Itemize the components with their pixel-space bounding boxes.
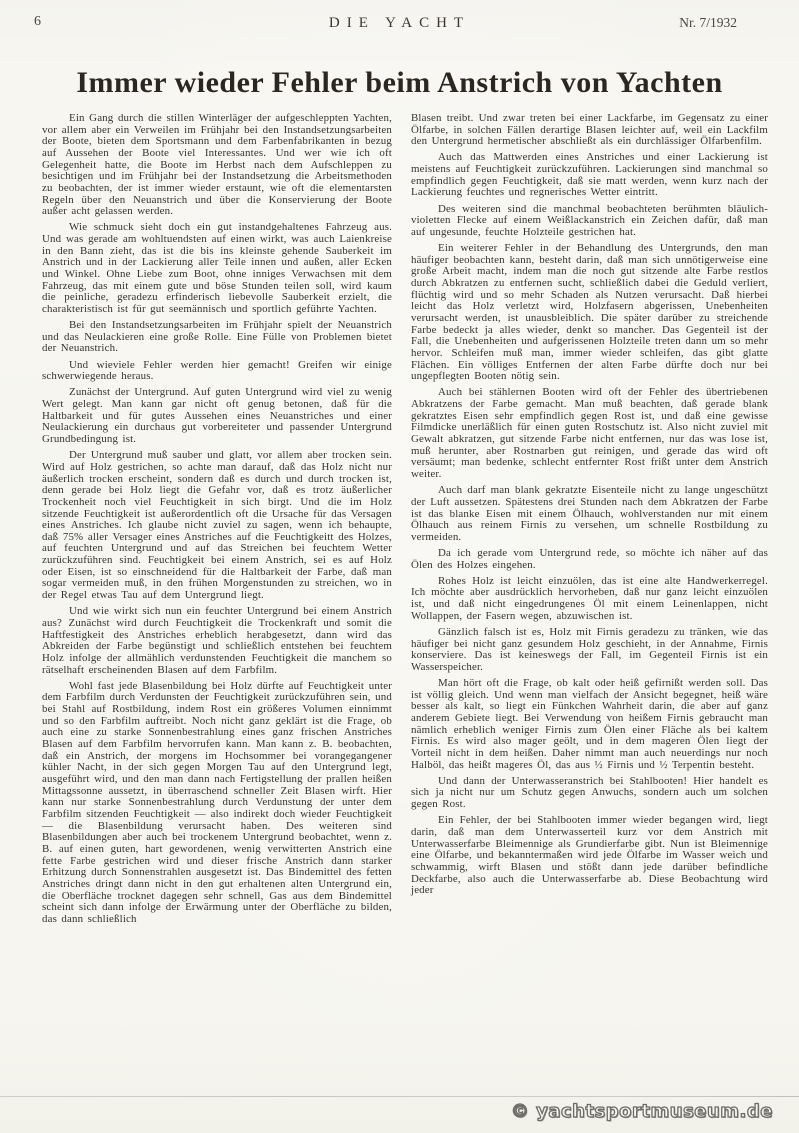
paragraph: Wie schmuck sieht doch ein gut instandgehaltenes Fahrzeug aus. Und was gerade am wohltuendsten auf einen wirkt, was auch Laienkreise in den Bann zieht, das ist die bis ins kleinste gehende Sauberkeit im Anstrich und in der Lackierung aller Teile innen und außen, aller Ecken und Winkel. Ohne Liebe zum Boot, ohne inniges Verwachsen mit dem Fahrzeug, das mit einem gute und böse Stunden teilen soll, wird kaum die peinliche, geradezu erfinderisch liebevolle Sauberkeit erzielt, die charakteristisch ist für gut seemännisch und sportlich geführte Yachten. xyxy=(42,221,392,315)
paragraph: Da ich gerade vom Untergrund rede, so möchte ich näher auf das Ölen des Holzes eingehen. xyxy=(411,546,768,571)
paragraph: Und wie wirkt sich nun ein feuchter Untergrund bei einem Anstrich aus? Zunächst wird durch Feuchtigkeit die Trockenkraft und somit die Haftfestigkeit des Anstriches erheblich herabgesetzt, dann wird das Abkreiden der Farbe begünstigt und schließlich entstehen bei feuchtem Holz infolge der allmählich verdunstenden Feuchtigkeit die manchem so rätselhaft erscheinenden Blasen auf dem Farbfilm. xyxy=(42,605,392,676)
article-title: Immer wieder Fehler beim Anstrich von Yachten xyxy=(76,66,723,99)
paragraph: Der Untergrund muß sauber und glatt, vor allem aber trocken sein. Wird auf Holz gestrichen, so achte man darauf, daß das Holz nicht nur äußerlich trocken erscheint, sondern daß es durch und durch trocken ist, denn gerade bei Holz liegt die Gefahr vor, daß es trotz äußerlicher Trockenheit noch viel Feuchtigkeit in sich birgt. Und die im Holz sitzende Feuchtigkeit ist außerordentlich oft die Ursache für das Versagen eines Anstriches. Ich glaube nicht zuviel zu sagen, wenn ich behaupte, daß 75% aller Versager eines Anstriches auf die Feuchtigkeitt des Holzes, auf feuchten Untergrund und auf das Streichen bei feuchtem Wetter zurückzuführen sind. Feuchtigkeit bei einem Anstrich, sei es auf Holz oder Eisen, ist so einschneidend für die Haltbarkeit der Farbe, daß man sogar vermeiden muß, in den frühen Morgenstunden zu streichen, wo in der Regel etwas Tau auf dem Untergrund liegt. xyxy=(42,449,392,602)
paragraph: Bei den Instandsetzungsarbeiten im Frühjahr spielt der Neuanstrich und das Neulackieren eine große Rolle. Eine Fülle von Problemen bietet der Neuanstrich. xyxy=(42,319,392,355)
paragraph: Des weiteren sind die manchmal beobachteten berühmten bläulich-violetten Flecke auf einem Weißlackanstrich ein Zeichen dafür, daß man auf ungesunde, feuchte Holzteile gestrichen hat. xyxy=(411,202,768,238)
paragraph: Auch das Mattwerden eines Anstriches und einer Lackierung ist meistens auf Feuchtigkeit zurückzuführen. Lackierungen sind manchmal so empfindlich gegen Feuchtigkeit, daß sie matt werden, wenn kurz nach der Lackierung feuchtes und regnerisches Wetter eintritt. xyxy=(411,151,768,199)
page-header xyxy=(0,12,799,38)
watermark-text: © yachtsportmuseum.de xyxy=(510,1101,773,1122)
paragraph: Ein Fehler, der bei Stahlbooten immer wieder begangen wird, liegt darin, daß man dem Unterwasserteil kurz vor dem Anstrich mit Unterwasserfarbe Bleimennige als Grundierfarbe gibt. Nun ist Bleimennige eine Ölfarbe, und bekanntermaßen wird jede Ölfarbe im Wasser weich und schwammig, wirft Blasen und stößt dann jede darüber befindliche Deckfarbe, also auch die Unterwasserfarbe ab. Diese Beobachtung wird jeder xyxy=(411,814,768,897)
paragraph: Gänzlich falsch ist es, Holz mit Firnis geradezu zu tränken, wie das häufiger bei nicht ganz gesundem Holz geschieht, in der Annahme, Firnis konserviere. Das ist keineswegs der Fall, im Gegenteil Firnis ist ein Wasserspeicher. xyxy=(411,625,768,673)
paragraph: Man hört oft die Frage, ob kalt oder heiß gefirnißt werden soll. Das ist völlig gleich. Und wenn man vielfach der Ansicht begegnet, heiß wäre besser als kalt, so liegt ein Fünkchen Wahrheit darin, die aber auf ganz anderem Gebiete liegt. Bei Verwendung von heißem Firnis gebraucht man nämlich erheblich weniger Firnis zum Ölen einer Fläche als bei kaltem Firnis. Es wird also mager geölt, und in dem mageren Ölen liegt der Vorteil nicht in dem heißen. Daher nimmt man auch neuerdings nur noch Halböl, das heißt mageres Öl, das aus ½ Firnis und ½ Terpentin besteht. xyxy=(411,677,768,771)
paragraph: Zunächst der Untergrund. Auf guten Untergrund wird viel zu wenig Wert gelegt. Man kann gar nicht oft genug betonen, daß für die Haltbarkeit und für gutes Aussehen eines Neuanstriches und einer Neulackierung ein durchaus gut vorbereiteter und passender Untergrund Grundbedingung ist. xyxy=(42,386,392,446)
issue-number: Nr. 7/1932 xyxy=(679,15,737,30)
paragraph: Ein weiterer Fehler in der Behandlung des Untergrunds, den man häufiger beobachten kann, besteht darin, daß man sich unnötigerweise eine große Arbeit macht, indem man die noch gut sitzende alte Farbe restlos durch Abkratzen zu entfernen sucht, schließlich dabei die Geduld verliert, flüchtig wird und so mehr Schaden als Nutzen verursacht. Daß hierbei leicht das Holz verletzt wird, Holzfasern abgerissen, Unebenheiten verursacht werden, ist unausbleiblich. Die später darüber zu streichende Farbe bedeckt ja alles wieder, denkt so mancher. Das Gegenteil ist der Fall, die Unebenheiten und aufgerissenen Holzteile treten dann um so mehr hervor. Schleifen muß man, immer wieder schleifen, das gibt glatte Flächen. Ein völliges Entfernen der alten Farbe dürfte doch nur bei ungepflegten Booten nötig sein. xyxy=(411,242,768,383)
scan-edge-line xyxy=(0,1096,799,1097)
masthead-title: DIE YACHT xyxy=(328,15,471,31)
paragraph: Und wieviele Fehler werden hier gemacht! Greifen wir einige schwerwiegende heraus. xyxy=(42,358,392,383)
paragraph: Rohes Holz ist leicht einzuölen, das ist eine alte Handwerkerregel. Ich möchte aber ausdrücklich hervorheben, daß nur ganz leicht einzuölen ist, und daß nicht eingedrungenes Öl mit einem Leinenlappen, nicht Wollappen, der Fasern wegen, abzuwischen ist. xyxy=(411,574,768,622)
paragraph: Ein Gang durch die stillen Winterläger der aufgeschleppten Yachten, vor allem aber ein Verweilen im Frühjahr bei den Instandsetzungsarbeiten der Boote, bieten dem Sportsmann und dem Farbenfabrikanten in bezug auf Aussehen der Boote viel Interessantes. Und wer wie ich oft Gelegenheit hatte, die Boote im Herbst nach dem Aufschleppen zu besichtigen und im Frühjahr bei der Instandsetzung die Arbeitsmethoden zu beobachten, der ist immer wieder erstaunt, wie oft die elementarsten Regeln über den Neuanstrich und über die Konservierung der Boote außer acht gelassen werden. xyxy=(42,112,392,218)
paragraph: Und dann der Unterwasseranstrich bei Stahlbooten! Hier handelt es sich ja nicht nur um Schutz gegen Anwuchs, sondern auch um solchen gegen Rost. xyxy=(411,774,768,811)
article-body xyxy=(42,113,768,925)
paragraph: Wohl fast jede Blasenbildung bei Holz dürfte auf Feuchtigkeit unter dem Farbfilm durch Verdunsten der Feuchtigkeit zurückzuführen sein, und bei Stahl auf Rostbildung, indem Rost ein größeres Volumen einnimmt und so den Farbfilm auftreibt. Noch nicht ganz geklärt ist die Frage, ob auch eine zu starke Sonnenbestrahlung eines ganz frischen Anstriches Blasen auf dem Farbfilm hervorrufen kann. Man kann z. B. beobachten, daß ein Anstrich, der morgens im Hochsommer bei vorangegangener kühler Nacht, in der sich gegen Morgen Tau auf den Untergrund legt, ausgeführt wird, und den man dann nach Fertigstellung der prallen heißen Mittagssonne aussetzt, in überraschend schneller Zeit Blasen wirft. Hier kann nur starke Sonnenbestrahlung durch Verdunstung der unter dem Farbfilm sitzenden Feuchtigkeit — also indirekt doch wieder Feuchtigkeit — die Blasenbildung verursacht haben. Des weiteren sind Blasenbildungen aber auch bei trockenem Untergrund beobachtet, wenn z. B. auf einen guten, hart gewordenen, wenig verwitterten Anstrich eine fette Farbe gestrichen wird und dieser frische Anstrich dann starker Erhitzung durch Sonnenstrahlen ausgesetzt ist. Das Bindemittel des fetten Anstriches dringt dann nicht in den gut erhaltenen alten Untergrund ein, die Oberfläche trocknet dagegen sehr schnell, Gas aus dem Bindemittel scheint sich dann infolge der Erwärmung unter der Oberfläche zu bilden, das dann schließlich xyxy=(42,679,392,925)
left-column xyxy=(42,113,392,925)
paragraph: Blasen treibt. Und zwar treten bei einer Lackfarbe, im Gegensatz zu einer Ölfarbe, in solchen Fällen derartige Blasen leichter auf, weil ein Lackfilm den Untergrund hermetischer abschließt als ein durchlässiger Ölfarbenfilm. xyxy=(411,112,768,148)
paragraph: Auch darf man blank gekratzte Eisenteile nicht zu lange ungeschützt der Luft aussetzen. Spätestens drei Stunden nach dem Abkratzen der Farbe ist das blanke Eisen mit einem Ölhauch, wohlverstanden nur mit einem Ölhauch aus reinem Firnis zu versehen, um schnelle Rostbildung zu vermeiden. xyxy=(411,484,768,543)
page-number: 6 xyxy=(34,14,41,29)
right-column xyxy=(411,113,768,925)
paragraph: Auch bei stählernen Booten wird oft der Fehler des übertriebenen Abkratzens der Farbe gemacht. Man muß beachten, daß gerade blank gekratztes Eisen sehr empfindlich gegen Rost ist, und daß eine gewisse Filmdicke unerläßlich für einen guten Rostschutz ist. Also nicht zuviel mit Gewalt abkratzen, gut sitzende Farbe nicht entfernen, nur das was lose ist, muß herunter, aber Rostnarben gut reinigen, und gerade das wird oft versäumt; man bedenke, schlecht entfernter Rost frißt unter dem Anstrich weiter. xyxy=(411,386,768,481)
